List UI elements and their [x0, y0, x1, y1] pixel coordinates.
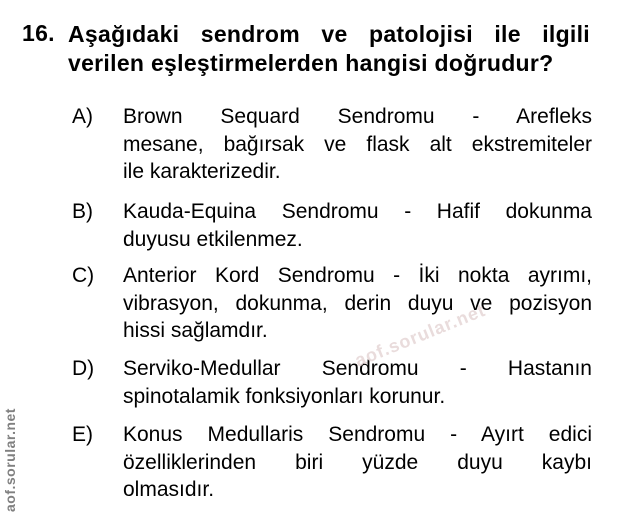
option-line: Serviko-Medullar Sendromu - Hastanın	[123, 357, 592, 380]
watermark-diagonal: aof.sorular.net	[352, 299, 489, 371]
question-line-2: verilen eşleştirmelerden hangisi doğrudur?	[68, 50, 554, 76]
option-text	[123, 103, 592, 186]
option-line: özelliklerinden biri yüzde duyu kaybı	[123, 450, 592, 474]
option-line: Kauda-Equina Sendromu - Hafif dokunma	[123, 200, 592, 223]
option-letter: E)	[72, 423, 93, 446]
option-line: Konus Medullaris Sendromu - Ayırt edici	[123, 423, 592, 446]
watermark-side: aof.sorular.net	[2, 408, 18, 512]
option-line: Brown Sequard Sendromu - Arefleks	[123, 105, 592, 128]
option-text	[123, 421, 592, 504]
option-line: Anterior Kord Sendromu - İki nokta ayrımı,	[123, 264, 592, 287]
option-line: ile karakterizedir.	[123, 160, 281, 183]
option-letter: B)	[72, 200, 93, 223]
option-line: olmasıdır.	[123, 478, 215, 501]
option-line: hissi sağlamdır.	[123, 319, 268, 342]
option-line: mesane, bağırsak ve flask alt ekstremiteler	[123, 132, 592, 156]
question-line-1: Aşağıdaki sendrom ve patolojisi ile ilgili	[68, 21, 590, 47]
option-letter: C)	[72, 264, 95, 287]
option-line: duyusu etkilenmez.	[123, 227, 303, 251]
option-text	[123, 198, 592, 253]
option-letter: A)	[72, 105, 93, 128]
option-text	[123, 262, 592, 345]
question-stem	[68, 20, 590, 78]
option-line: vibrasyon, dokunma, derin duyu ve pozisyon	[123, 291, 592, 315]
option-line: spinotalamik fonksiyonları korunur.	[123, 384, 446, 408]
option-letter: D)	[72, 357, 95, 380]
question-number: 16.	[22, 20, 55, 46]
